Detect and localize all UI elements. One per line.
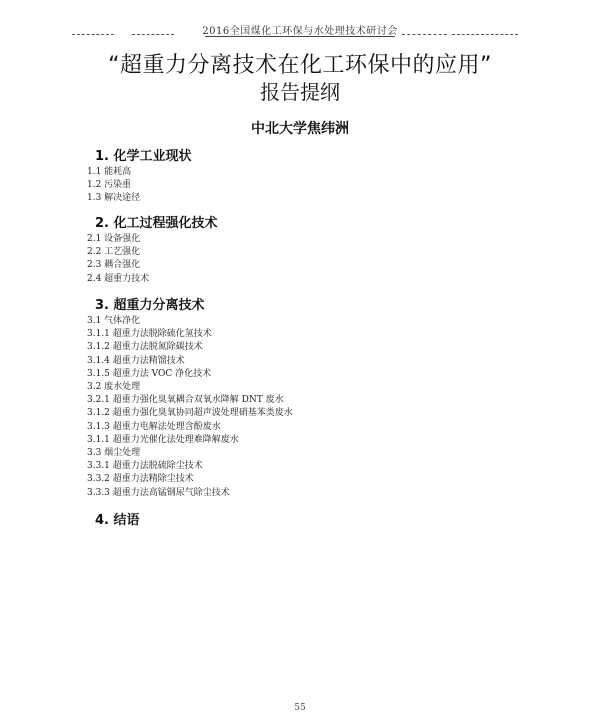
outline-item: 3.2.1 超重力强化臭氧耦合双氧水降解 DNT 废水 [87, 395, 284, 406]
section-heading: 3. 超重力分离技术 [95, 298, 205, 313]
outline-item: 3.1.2 超重力法脱氮除碳技术 [87, 342, 203, 353]
outline-item: 2.2 工艺强化 [87, 247, 141, 258]
outline-item: 3.1.5 超重力法 VOC 净化技术 [87, 368, 212, 379]
outline-item: 3.1.3 超重力电解法处理含酚废水 [87, 421, 221, 432]
outline-item: 3.1.1 超重力光催化法处理难降解废水 [87, 434, 239, 445]
section-heading: 1. 化学工业现状 [95, 149, 192, 164]
outline-section-3 [87, 297, 567, 500]
outline-item: 3.2 废水处理 [87, 382, 141, 393]
outline-item: 2.1 设备强化 [87, 234, 141, 244]
outline-item: 3.3 烟尘处理 [87, 448, 141, 459]
outline-item: 3.1 气体净化 [87, 316, 141, 326]
report-subtitle: 报告提纲 [260, 80, 340, 104]
section-heading: 2. 化工过程强化技术 [95, 216, 218, 231]
outline-item: 3.1.2 超重力强化臭氧协同超声波处理硝基苯类废水 [87, 408, 293, 419]
report-title: “超重力分离技术在化工环保中的应用” [108, 53, 492, 78]
outline-section-1 [87, 148, 567, 206]
running-header [0, 22, 600, 36]
outline-item: 1.1 能耗高 [87, 167, 132, 177]
outline-item: 1.2 污染重 [87, 180, 132, 191]
outline-item: 2.3 耦合强化 [87, 260, 141, 271]
header-underline [205, 36, 395, 37]
section-heading: 4. 结语 [95, 513, 140, 528]
outline-item: 3.3.2 超重力法精除尘技术 [87, 474, 194, 485]
outline-item: 3.3.1 超重力法脱硫除尘技术 [87, 461, 203, 472]
page-number: 55 [294, 703, 306, 713]
outline-item: 3.1.4 超重力法精馏技术 [87, 355, 185, 366]
author-line: 中北大学焦纬洲 [251, 121, 349, 137]
conference-title: 2016全国煤化工环保与水处理技术研讨会 [202, 26, 398, 37]
outline-item: 1.3 解决途径 [87, 193, 141, 204]
outline-item: 2.4 超重力技术 [87, 273, 150, 284]
outline-section-2 [87, 215, 567, 286]
outline-section-4 [87, 512, 567, 530]
header-rule-right [402, 34, 447, 35]
outline-item: 3.1.1 超重力法脱除硫化氢技术 [87, 329, 212, 340]
outline-item: 3.3.3 超重力法高锰钢尿气除尘技术 [87, 487, 230, 498]
header-rule-right-2 [452, 34, 518, 35]
